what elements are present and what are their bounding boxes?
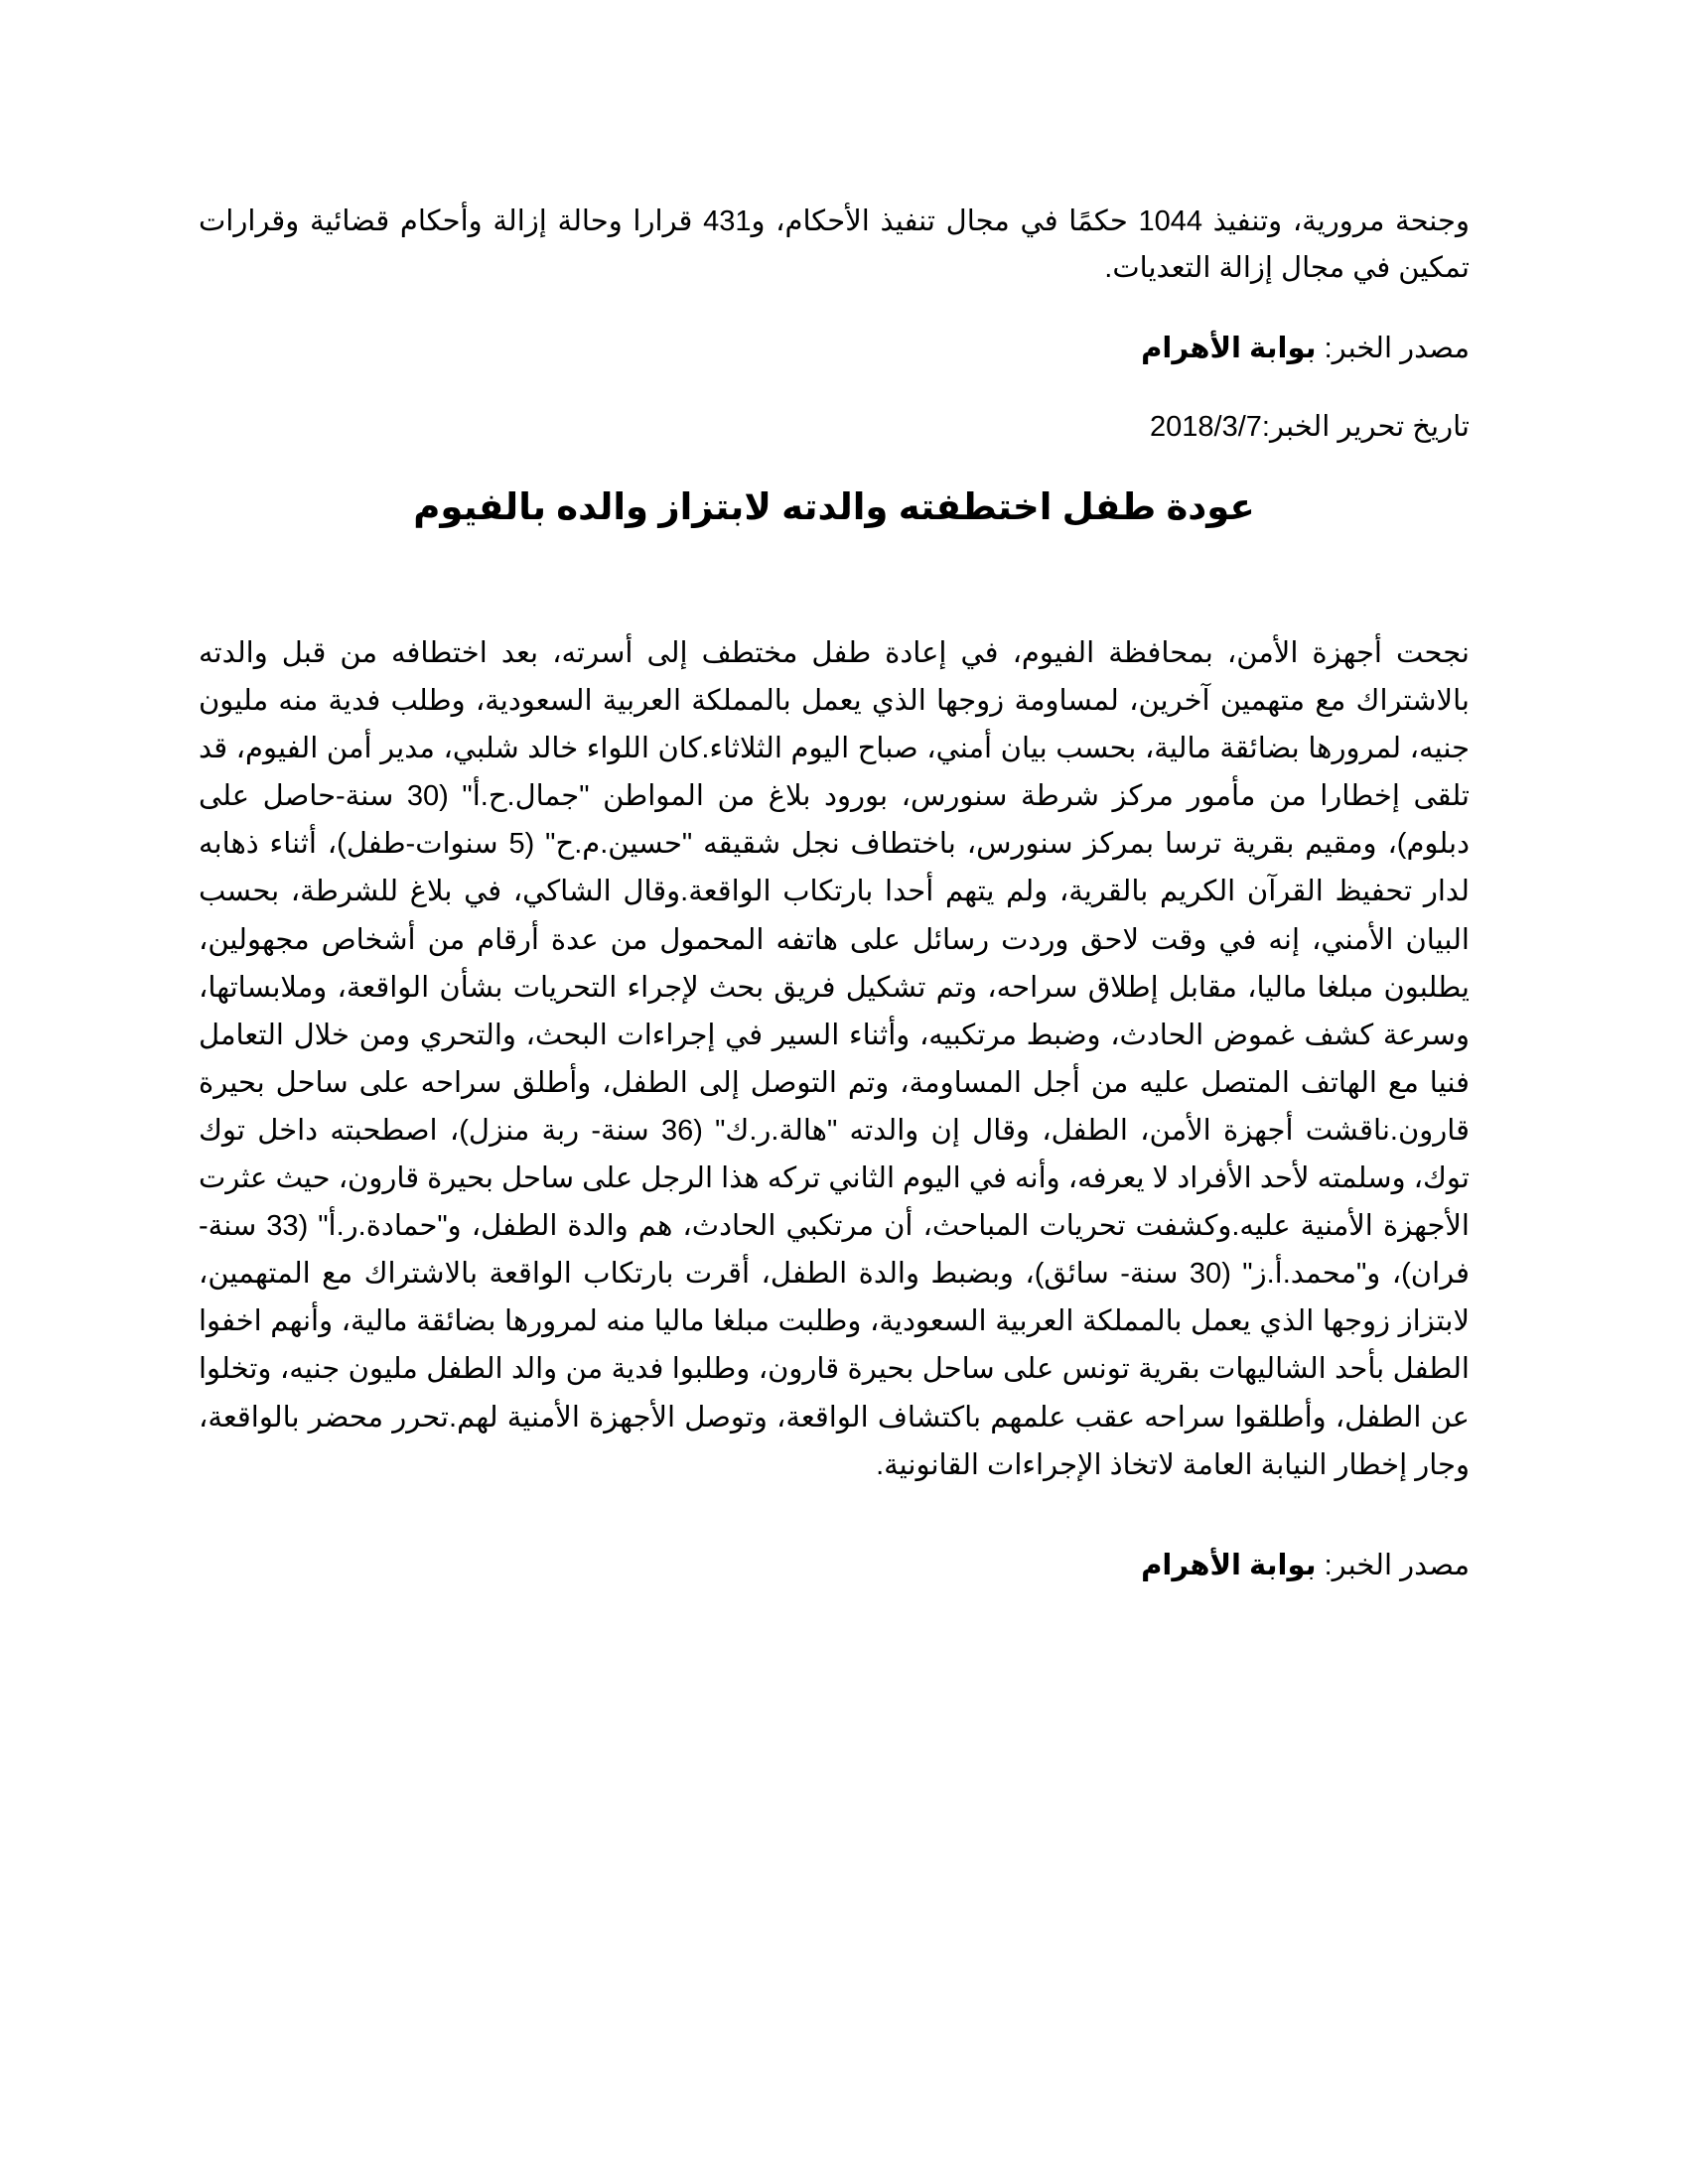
news-source-top bbox=[199, 326, 1470, 372]
news-date-value: 2018/3/7 bbox=[1150, 411, 1262, 443]
news-source-bottom bbox=[199, 1543, 1470, 1589]
intro-paragraph: وجنحة مرورية، وتنفيذ 1044 حكمًا في مجال تنفيذ الأحكام، و431 قرارا وحالة إزالة وأحكام قضائية وقرارات تمكين في مجال إزالة التعديات. bbox=[199, 205, 1470, 284]
article-headline: عودة طفل اختطفته والدته لابتزاز والده بالفيوم bbox=[413, 486, 1255, 527]
news-source-value-bottom: بوابة الأهرام bbox=[1141, 1549, 1317, 1581]
news-date-label: تاريخ تحرير الخبر: bbox=[1261, 411, 1470, 443]
news-source-value: بوابة الأهرام bbox=[1141, 333, 1317, 364]
article-body: نجحت أجهزة الأمن، بمحافظة الفيوم، في إعادة طفل مختطف إلى أسرته، بعد اختطافه من قبل والدته بالاشتراك مع متهمين آخرين، لمساومة زوجها الذي يعمل بالمملكة العربية السعودية، وطلب فدية منه مليون جنيه، لمرورها بضائقة مالية، بحسب بيان أمني، صباح اليوم الثلاثاء.كان اللواء خالد شلبي، مدير أمن الفيوم، قد تلقى إخطارا من مأمور مركز شرطة سنورس، بورود بلاغ من المواطن "جمال.ح.أ" (30 سنة-حاصل على دبلوم)، ومقيم بقرية ترسا بمركز سنورس، باختطاف نجل شقيقه "حسين.م.ح" (5 سنوات-طفل)، أثناء ذهابه لدار تحفيظ القرآن الكريم بالقرية، ولم يتهم أحدا بارتكاب الواقعة.وقال الشاكي، في بلاغ للشرطة، بحسب البيان الأمني، إنه في وقت لاحق وردت رسائل على هاتفه المحمول من عدة أرقام من أشخاص مجهولين، يطلبون مبلغا ماليا، مقابل إطلاق سراحه، وتم تشكيل فريق بحث لإجراء التحريات بشأن الواقعة، وملابساتها، وسرعة كشف غموض الحادث، وضبط مرتكبيه، وأثناء السير في إجراءات البحث، والتحري ومن خلال التعامل فنيا مع الهاتف المتصل عليه من أجل المساومة، وتم التوصل إلى الطفل، وأطلق سراحه على ساحل بحيرة قارون.ناقشت أجهزة الأمن، الطفل، وقال إن والدته "هالة.ر.ك" (36 سنة- ربة منزل)، اصطحبته داخل توك توك، وسلمته لأحد الأفراد لا يعرفه، وأنه في اليوم الثاني تركه هذا الرجل على ساحل بحيرة قارون، حيث عثرت الأجهزة الأمنية عليه.وكشفت تحريات المباحث، أن مرتكبي الحادث، هم والدة الطفل، و"حمادة.ر.أ" (33 سنة- فران)، و"محمد.أ.ز" (30 سنة- سائق)، وبضبط والدة الطفل، أقرت بارتكاب الواقعة بالاشتراك مع المتهمين، لابتزاز زوجها الذي يعمل بالمملكة العربية السعودية، وطلبت مبلغا ماليا منه لمرورها بضائقة مالية، وأنهم اخفوا الطفل بأحد الشاليهات بقرية تونس على ساحل بحيرة قارون، وطلبوا فدية من والد الطفل مليون جنيه، وتخلوا عن الطفل، وأطلقوا سراحه عقب علمهم باكتشاف الواقعة، وتوصل الأجهزة الأمنية لهم.تحرر محضر بالواقعة، وجار إخطار النيابة العامة لاتخاذ الإجراءات القانونية. bbox=[199, 637, 1470, 1481]
news-source-label-bottom: مصدر الخبر: bbox=[1316, 1549, 1470, 1581]
news-source-label: مصدر الخبر: bbox=[1316, 333, 1470, 364]
news-date bbox=[199, 404, 1470, 451]
document-page bbox=[199, 199, 1470, 1621]
